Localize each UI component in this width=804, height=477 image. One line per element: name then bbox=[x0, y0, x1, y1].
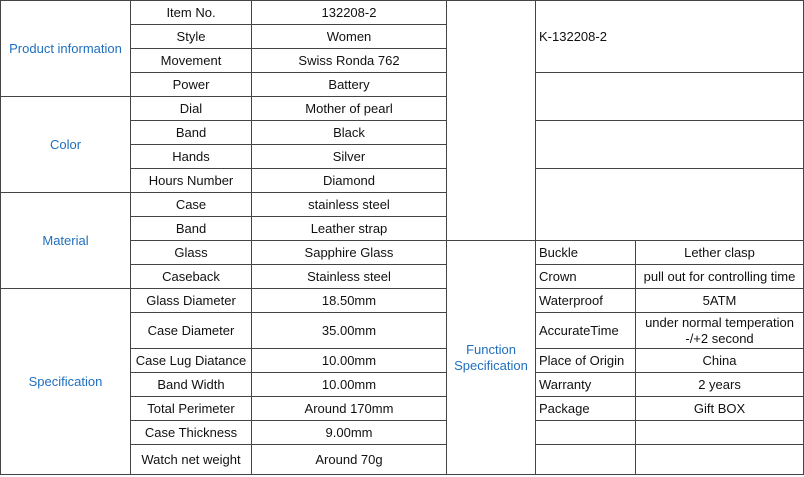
row-label-style: Style bbox=[131, 25, 252, 49]
row-label-glass: Glass bbox=[131, 241, 252, 265]
row-label-dial: Dial bbox=[131, 97, 252, 121]
func-label-place-of-origin: Place of Origin bbox=[536, 349, 636, 373]
table-row bbox=[1, 1, 804, 25]
func-label-crown: Crown bbox=[536, 265, 636, 289]
row-label-glass-diameter: Glass Diameter bbox=[131, 289, 252, 313]
blank-cell bbox=[636, 445, 804, 475]
row-label-hours-number: Hours Number bbox=[131, 169, 252, 193]
row-value-case: stainless steel bbox=[252, 193, 447, 217]
row-value-total-perimeter: Around 170mm bbox=[252, 397, 447, 421]
row-value-case-diameter: 35.00mm bbox=[252, 313, 447, 349]
row-value-hours-number: Diamond bbox=[252, 169, 447, 193]
group-specification: Specification bbox=[1, 289, 131, 475]
group-material: Material bbox=[1, 193, 131, 289]
func-label-accurate-time: AccurateTime bbox=[536, 313, 636, 349]
row-value-net-weight: Around 70g bbox=[252, 445, 447, 475]
row-value-band-width: 10.00mm bbox=[252, 373, 447, 397]
blank-cell bbox=[536, 121, 804, 169]
row-value-band-color: Black bbox=[252, 121, 447, 145]
func-value-waterproof: 5ATM bbox=[636, 289, 804, 313]
func-value-accurate-time: under normal temperation -/+2 second bbox=[636, 313, 804, 349]
row-label-total-perimeter: Total Perimeter bbox=[131, 397, 252, 421]
sku-code: K-132208-2 bbox=[536, 1, 804, 73]
row-value-case-thickness: 9.00mm bbox=[252, 421, 447, 445]
func-value-warranty: 2 years bbox=[636, 373, 804, 397]
blank-cell bbox=[536, 421, 636, 445]
row-label-case: Case bbox=[131, 193, 252, 217]
blank-cell bbox=[536, 73, 804, 121]
row-label-band-width: Band Width bbox=[131, 373, 252, 397]
row-label-item-no: Item No. bbox=[131, 1, 252, 25]
func-value-place-of-origin: China bbox=[636, 349, 804, 373]
row-label-hands: Hands bbox=[131, 145, 252, 169]
row-label-band-color: Band bbox=[131, 121, 252, 145]
blank-cell bbox=[636, 421, 804, 445]
group-function-specification: Function Specification bbox=[447, 241, 536, 475]
blank-cell bbox=[536, 169, 804, 241]
row-value-caseback: Stainless steel bbox=[252, 265, 447, 289]
row-label-band-material: Band bbox=[131, 217, 252, 241]
row-value-power: Battery bbox=[252, 73, 447, 97]
func-label-waterproof: Waterproof bbox=[536, 289, 636, 313]
row-value-style: Women bbox=[252, 25, 447, 49]
row-label-movement: Movement bbox=[131, 49, 252, 73]
group-product-information: Product information bbox=[1, 1, 131, 97]
func-value-buckle: Lether clasp bbox=[636, 241, 804, 265]
row-value-glass-diameter: 18.50mm bbox=[252, 289, 447, 313]
func-label-package: Package bbox=[536, 397, 636, 421]
row-label-case-diameter: Case Diameter bbox=[131, 313, 252, 349]
func-label-warranty: Warranty bbox=[536, 373, 636, 397]
blank-cell bbox=[447, 1, 536, 241]
row-value-lug-distance: 10.00mm bbox=[252, 349, 447, 373]
func-value-crown: pull out for controlling time bbox=[636, 265, 804, 289]
row-label-case-thickness: Case Thickness bbox=[131, 421, 252, 445]
row-value-band-material: Leather strap bbox=[252, 217, 447, 241]
func-value-package: Gift BOX bbox=[636, 397, 804, 421]
row-value-hands: Silver bbox=[252, 145, 447, 169]
blank-cell bbox=[536, 445, 636, 475]
row-value-movement: Swiss Ronda 762 bbox=[252, 49, 447, 73]
row-value-item-no: 132208-2 bbox=[252, 1, 447, 25]
group-color: Color bbox=[1, 97, 131, 193]
row-label-net-weight: Watch net weight bbox=[131, 445, 252, 475]
row-value-dial: Mother of pearl bbox=[252, 97, 447, 121]
func-label-buckle: Buckle bbox=[536, 241, 636, 265]
row-label-power: Power bbox=[131, 73, 252, 97]
row-label-lug-distance: Case Lug Diatance bbox=[131, 349, 252, 373]
table-row bbox=[1, 289, 804, 313]
row-label-caseback: Caseback bbox=[131, 265, 252, 289]
row-value-glass: Sapphire Glass bbox=[252, 241, 447, 265]
